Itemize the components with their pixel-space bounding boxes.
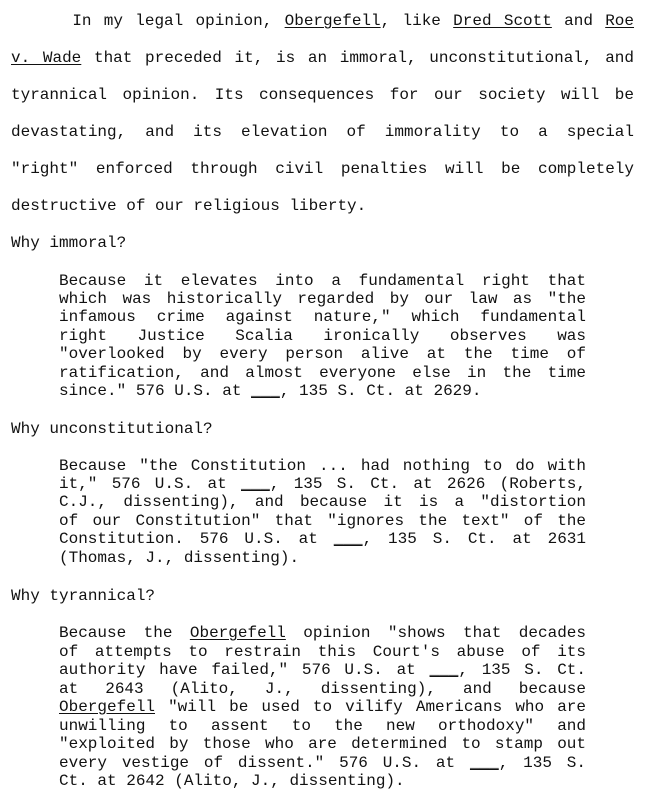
quote-text: Because the	[59, 624, 190, 642]
page-blank: ___	[333, 530, 363, 548]
intro-line-3: tyrannical opinion. Its consequences for our society will be	[11, 86, 634, 104]
intro-line-1	[11, 12, 634, 30]
intro-line-5: "right" enforced through civil penalties will be completely	[11, 160, 634, 178]
quote-text: "will be used to vilify Americans who are	[155, 698, 586, 716]
q3-line-1	[59, 624, 586, 642]
citation-text: , 135 S. Ct. at 2626 (Roberts,	[269, 475, 587, 493]
case-name-obergefell: Obergefell	[189, 624, 286, 642]
q2-line-1: Because "the Constitution ... had nothing to do with	[59, 457, 586, 475]
citation-text: , 135 S.	[498, 754, 587, 772]
intro-line-4: devastating, and its elevation of immorality to a special	[11, 123, 634, 141]
q3-line-4: at 2643 (Alito, J., dissenting), and because	[59, 680, 586, 698]
page-blank: ___	[241, 475, 270, 493]
q2-line-6: (Thomas, J., dissenting).	[59, 549, 300, 567]
q3-line-9: Ct. at 2642 (Alito, J., dissenting).	[59, 772, 405, 790]
intro-line-6: destructive of our religious liberty.	[11, 197, 367, 215]
intro-text: and	[551, 12, 606, 30]
case-name-roe: Roe	[605, 12, 635, 30]
q3-line-7: "exploited by those who are determined to stamp out	[59, 735, 586, 753]
q1-line-5: "overlooked by every person alive at the time of	[59, 345, 586, 363]
heading-why-immoral: Why immoral?	[11, 234, 127, 252]
q2-line-2	[59, 475, 586, 493]
heading-why-tyrannical: Why tyrannical?	[11, 587, 156, 605]
citation-text: every vestige of dissent." 576 U.S. at	[59, 754, 470, 772]
page-blank: ___	[251, 382, 280, 400]
case-name-obergefell: Obergefell	[59, 698, 156, 716]
q1-line-6: ratification, and almost everyone else in the time	[59, 364, 586, 382]
q2-line-4: of our Constitution" that "ignores the text" of the	[59, 512, 586, 530]
q3-line-3	[59, 661, 586, 679]
q1-line-2: which was historically regarded by our law as "the	[59, 290, 586, 308]
intro-text: In my legal opinion,	[11, 12, 285, 30]
intro-text: that preceded it, is an immoral, unconstitutional, and	[81, 49, 634, 67]
q1-line-4: right Justice Scalia ironically observes was	[59, 327, 586, 345]
citation-text: , 135 S. Ct.	[458, 661, 587, 679]
case-name-wade: v. Wade	[11, 49, 82, 67]
q3-line-6: unwilling to assent to the new orthodoxy" and	[59, 717, 586, 735]
page-blank: ___	[469, 754, 499, 772]
heading-why-unconstitutional: Why unconstitutional?	[11, 420, 213, 438]
q3-line-5	[59, 698, 586, 716]
citation-text: , 135 S. Ct. at 2631	[362, 530, 587, 548]
q1-line-7	[59, 382, 586, 400]
citation-text: authority have failed," 576 U.S. at	[59, 661, 430, 679]
case-name-dred-scott: Dred Scott	[453, 12, 552, 30]
q1-line-3: infamous crime against nature," which fundamental	[59, 308, 586, 326]
page-blank: ___	[429, 661, 459, 679]
citation-text: it," 576 U.S. at	[59, 475, 241, 493]
quote-text: opinion "shows that decades	[285, 624, 586, 642]
intro-text: , like	[380, 12, 454, 30]
q1-line-1: Because it elevates into a fundamental right that	[59, 272, 586, 290]
intro-line-2	[11, 49, 634, 67]
case-name-obergefell: Obergefell	[284, 12, 381, 30]
q2-line-5	[59, 530, 586, 548]
q2-line-3: C.J., dissenting), and because it is a "distortion	[59, 493, 586, 511]
citation-text: since." 576 U.S. at	[59, 382, 252, 400]
citation-text: , 135 S. Ct. at 2629.	[279, 382, 482, 400]
q3-line-2: of attempts to restrain this Court's abuse of its	[59, 643, 586, 661]
q3-line-8	[59, 754, 586, 772]
citation-text: Constitution. 576 U.S. at	[59, 530, 334, 548]
